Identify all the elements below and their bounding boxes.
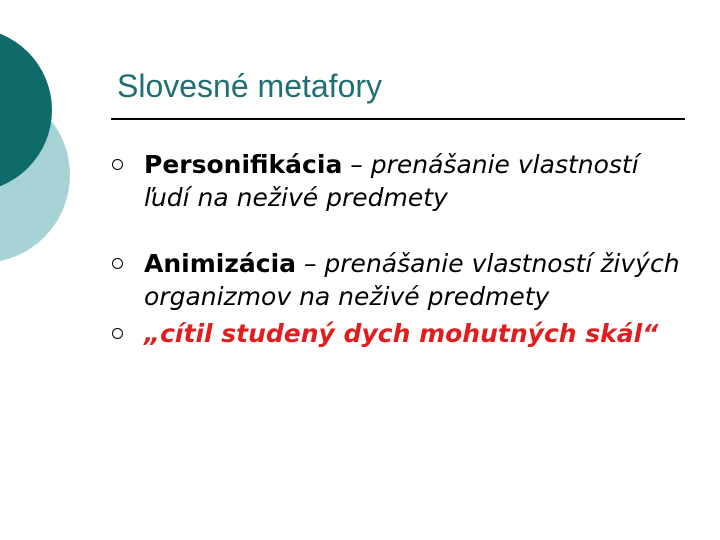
slide-title: Slovesné metafory: [117, 68, 383, 104]
example-quote: „cítil studený dych mohutných skál“: [144, 319, 659, 348]
definition-animization: – prenášanie vlastností živých organizmov na neživé predmety: [144, 249, 680, 311]
bullet-example-quote: [112, 317, 692, 350]
decorative-circles: [0, 0, 120, 300]
bullet-animization: [112, 247, 692, 313]
circle-bullet-icon: [112, 258, 123, 269]
title-divider: [111, 118, 685, 120]
term-personification: Personifikácia: [144, 150, 343, 179]
definition-personification: – prenášanie vlastností ľudí na neživé predmety: [144, 150, 639, 212]
bullet-list: [112, 148, 692, 350]
bullet-personification: [112, 148, 692, 214]
term-animization: Animizácia: [144, 249, 297, 278]
circle-bullet-icon: [112, 159, 123, 170]
circle-bullet-icon: [112, 328, 123, 339]
